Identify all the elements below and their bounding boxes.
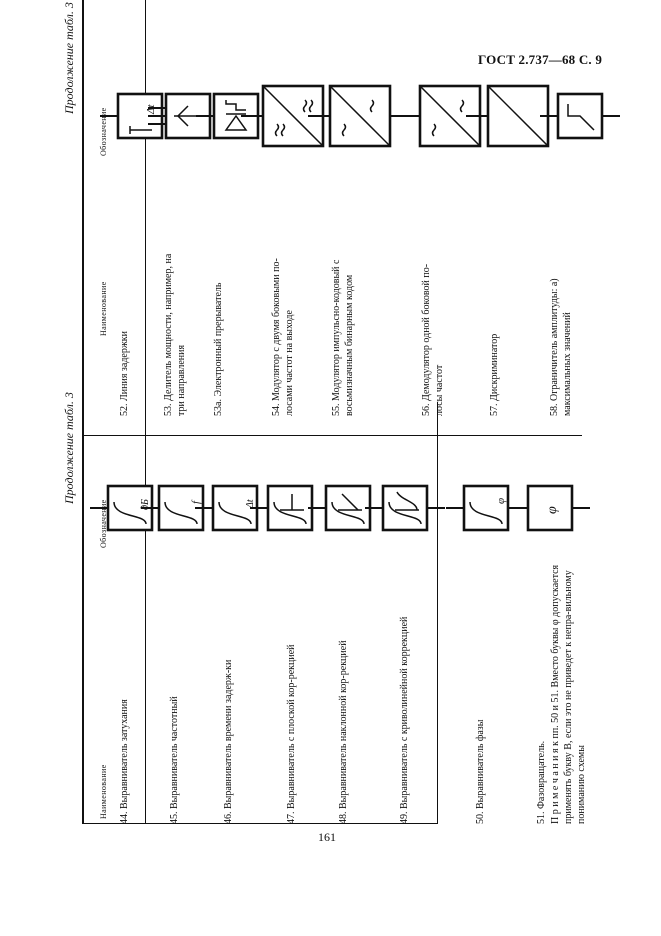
- row-46-name: 46. Выравниватель времени задерж-ки: [223, 659, 234, 824]
- row-56-name: 56. Демодулятор одной боковой по-лосы частот: [421, 263, 445, 416]
- standard-header: ГОСТ 2.737—68 С. 9: [478, 52, 603, 67]
- svg-text:f: f: [190, 500, 202, 504]
- row-48-name: 48. Выравниватель наклонной кор-рекцией: [338, 640, 349, 824]
- left-table-col-rule: [145, 402, 146, 824]
- row-53-name: 53. Делитель мощности, например, на три направления: [163, 253, 187, 416]
- right-table-col-rule-2: [82, 0, 83, 241]
- row-55-name: 55. Модулятор импульсно-кодовый с восьмизначным бинарным кодом: [331, 259, 355, 416]
- svg-text:Δt: Δt: [245, 499, 256, 508]
- right-table-col-rule: [145, 0, 146, 436]
- left-col-symbol-header: Обозначение: [99, 499, 108, 548]
- amplitude-limiter-icon: [540, 76, 620, 156]
- svg-text:дБ: дБ: [140, 499, 151, 510]
- row-45-name: 45. Выравниватель частотный: [169, 696, 180, 824]
- right-col-symbol-header: Обозначение: [99, 107, 108, 156]
- row-51-note: П р и м е ч а н и я к пп. 50 и 51. Вместо буквы φ допускается применять букву B, если это не приведет к непра-вильному пониманию схемы: [550, 564, 587, 824]
- page-number: 161: [318, 830, 336, 844]
- left-table-bottom-rule: [437, 402, 438, 824]
- right-table-caption: Продолжение табл. 3: [62, 2, 76, 114]
- curved-correction-equalizer-icon: [365, 468, 445, 548]
- left-col-name-header: Наименование: [99, 764, 108, 819]
- row-54-name: 54. Модулятор с двумя боковыми по-лосами частот на выходе: [271, 258, 295, 416]
- svg-text:φ: φ: [495, 497, 507, 504]
- svg-text:Δt: Δt: [145, 104, 157, 114]
- row-51-name: 51. Фазовращатель.: [536, 740, 547, 824]
- row-49-name: 49. Выравниватель с криволинейной коррекцией: [399, 616, 410, 824]
- right-table-header-rule: [82, 435, 582, 436]
- row-58-name: 58. Ограничитель амплитуды: а) максимальных значений: [549, 278, 573, 416]
- row-53a-name: 53а. Электронный прерыватель: [213, 282, 224, 416]
- row-50-name: 50. Выравниватель фазы: [475, 719, 486, 824]
- left-table-header-rule: [82, 823, 437, 824]
- row-52-name: 52. Линия задержки: [119, 331, 130, 416]
- row-44-name: 44. Выравниватель затухания: [119, 699, 130, 824]
- pulse-code-modulator-icon: [320, 76, 400, 156]
- right-col-name-header: Наименование: [99, 281, 108, 336]
- row-57-name: 57. Дискриминатор: [489, 333, 500, 416]
- left-table-top-rule: [82, 402, 84, 824]
- phase-shifter-icon: [510, 468, 590, 548]
- row-47-name: 47. Выравниватель с плоской кор-рекцией: [286, 644, 297, 824]
- left-table-caption: Продолжение табл. 3: [62, 392, 76, 504]
- svg-text:φ: φ: [545, 506, 560, 514]
